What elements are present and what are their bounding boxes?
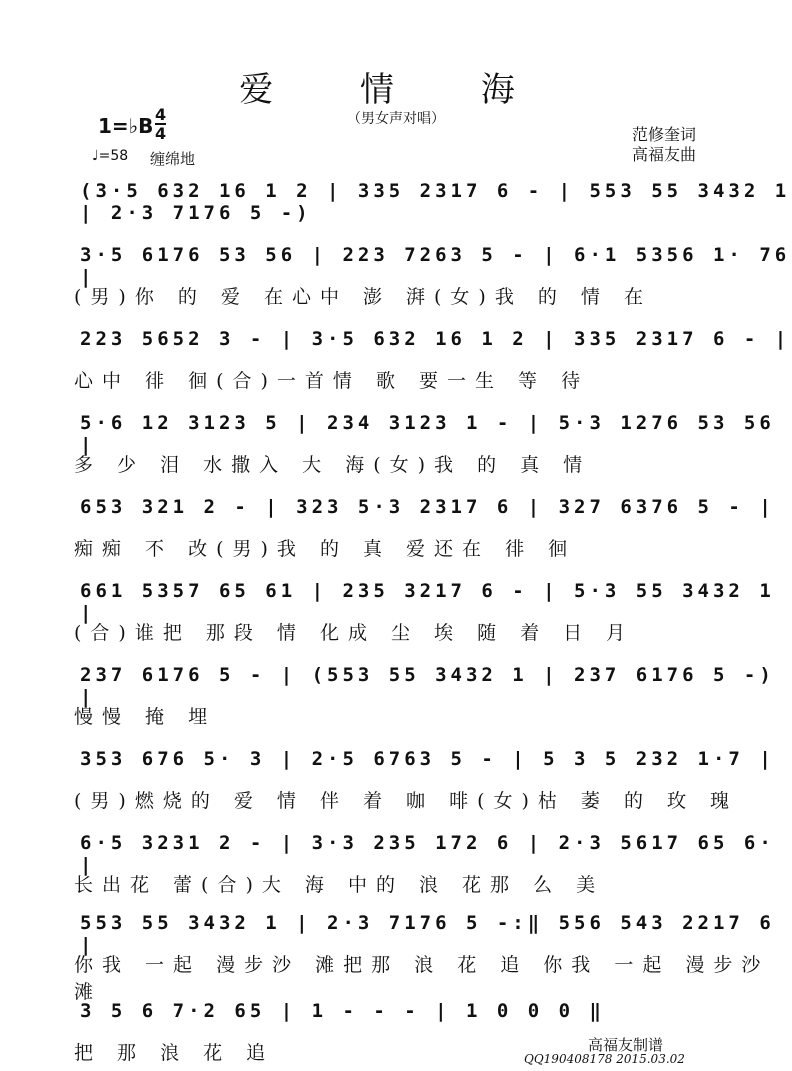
arranger-credit: 高福友制谱: [588, 1036, 664, 1054]
lyrics-line: 长出花 蕾(合)大 海 中的 浪 花那 么 美: [74, 874, 605, 896]
notation-line: (3·5 632 16 1 2 | 335 2317 6 - | 553 55 3432 1 | 2·3 7176 5 -): [80, 180, 791, 224]
date-stamp: QQ190408178 2015.03.02: [524, 1052, 685, 1066]
notation-line: 237 6176 5 - | (553 55 3432 1 | 237 6176 5 -) |: [80, 664, 775, 708]
composer-credit: 高福友曲: [632, 145, 697, 164]
lyrics-line: 心中 徘 徊(合)一首情 歌 要一生 等 待: [74, 370, 590, 392]
lyrics-line: (男)你 的 爱 在心中 澎 湃(女)我 的 情 在: [74, 286, 652, 308]
notation-line: 3·5 6176 53 56 | 223 7263 5 - | 6·1 5356 1· 76 |: [80, 244, 791, 288]
expression-mark: 缠绵地: [150, 150, 196, 168]
score-system-3: [0, 328, 792, 392]
score-system-8: [0, 748, 792, 812]
notation-line: 653 321 2 - | 323 5·3 2317 6 | 327 6376 5 - |: [80, 496, 775, 518]
lyrics-line: 把 那 浪 花 追: [74, 1042, 275, 1064]
score-system-9: [0, 832, 792, 896]
song-subtitle: （男女声对唱）: [347, 111, 445, 127]
score-system-1: [0, 180, 792, 240]
score-system-5: [0, 496, 792, 560]
score-system-4: [0, 412, 792, 476]
lyrics-line: (男)燃烧的 爱 情 伴 着 咖 啡(女)枯 萎 的 玫 瑰: [74, 790, 739, 812]
notation-line: 223 5652 3 - | 3·5 632 16 1 2 | 335 2317 6 - |: [80, 328, 791, 350]
song-title: 爱 情 海: [239, 70, 553, 110]
time-bottom: 4: [155, 124, 167, 143]
lyrics-line: 你我 一起 漫步沙 滩把那 浪 花 追 你我 一起 漫步沙 滩: [74, 954, 770, 1003]
lyrics-line: 痴痴 不 改(男)我 的 真 爱还在 徘 徊: [74, 538, 577, 560]
key-signature: 1=♭B: [98, 114, 154, 138]
score-system-11: [0, 1000, 792, 1064]
score-system-6: [0, 580, 792, 644]
score-system-7: [0, 664, 792, 728]
notation-line: 553 55 3432 1 | 2·3 7176 5 -:‖ 556 543 2217 6 |: [80, 912, 775, 956]
notation-line: 5·6 12 3123 5 | 234 3123 1 - | 5·3 1276 53 56 |: [80, 412, 775, 456]
lyrics-line: 慢慢 掩 埋: [74, 706, 217, 728]
tempo-mark: ♩=58: [92, 148, 129, 164]
notation-line: 3 5 6 7·2 65 | 1 - - - | 1 0 0 0 ‖: [80, 1000, 605, 1022]
score-system-2: [0, 244, 792, 308]
lyricist-credit: 范修奎词: [632, 125, 697, 144]
notation-line: 353 676 5· 3 | 2·5 6763 5 - | 5 3 5 232 1·7 |: [80, 748, 775, 770]
lyrics-line: 多 少 泪 水撒入 大 海(女)我 的 真 情: [74, 454, 592, 476]
notation-line: 661 5357 65 61 | 235 3217 6 - | 5·3 55 3432 1 |: [80, 580, 775, 624]
time-top: 4: [155, 105, 167, 124]
lyrics-line: (合)谁把 那段 情 化成 尘 埃 随 着 日 月: [74, 622, 635, 644]
notation-line: 6·5 3231 2 - | 3·3 235 172 6 | 2·3 5617 65 6· |: [80, 832, 775, 876]
time-signature: [155, 106, 166, 142]
score-system-10: [0, 912, 792, 1003]
